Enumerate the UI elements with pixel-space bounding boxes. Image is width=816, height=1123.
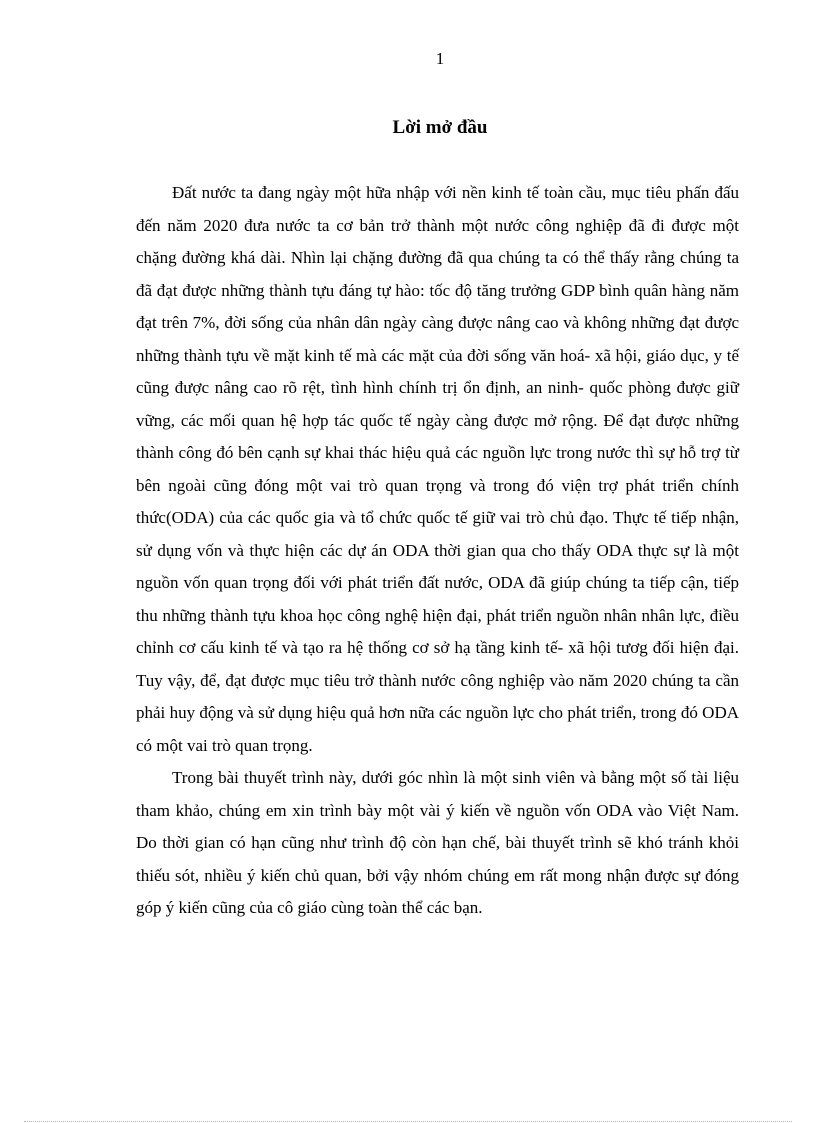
paragraph-introduction: Đất nước ta đang ngày một hữa nhập với nền kinh tế toàn cầu, mục tiêu phấn đấu đến năm 2020 đưa nước ta cơ bản trở thành một nước công nghiệp đã đi được một chặng đường khá dài. Nhìn lại chặng đường đã qua chúng ta có thể thấy rằng chúng ta đã đạt được những thành tựu đáng tự hào: tốc độ tăng trưởng GDP bình quân hàng năm đạt trên 7%, đời sống của nhân dân ngày càng được nâng cao và không những đạt được những thành tựu về mặt kinh tế mà các mặt của đời sống văn hoá- xã hội, giáo dục, y tế cũng được nâng cao rõ rệt, tình hình chính trị ổn định, an ninh- quốc phòng được giữ vững, các mối quan hệ hợp tác quốc tế ngày càng được mở rộng. Để đạt được những thành công đó bên cạnh sự khai thác hiệu quả các nguồn lực trong nước thì sự hỗ trợ từ bên ngoài cũng đóng một vai trò quan trọng và trong đó viện trợ phát triển chính thức(ODA) của các quốc gia và tổ chức quốc tế giữ vai trò chủ đạo. Thực tế tiếp nhận, sử dụng vốn và thực hiện các dự án ODA thời gian qua cho thấy ODA thực sự là một nguồn vốn quan trọng đối với phát triển đất nước, ODA đã giúp chúng ta tiếp cận, tiếp thu những thành tựu khoa học công nghệ hiện đại, phát triển nguồn nhân nhân lực, điều chỉnh cơ cấu kinh tế và tạo ra hệ thống cơ sở hạ tầng kinh tế- xã hội tươg đối hiện đại. Tuy vậy, để, đạt được mục tiêu trở thành nước công nghiệp vào năm 2020 chúng ta cần phải huy động và sử dụng hiệu quả hơn nữa các nguồn lực cho phát triển, trong đó ODA có một vai trò quan trọng. — [136, 183, 739, 755]
page-title: Lời mở đầu — [392, 117, 488, 138]
body-text — [136, 177, 739, 925]
paragraph-presentation-scope: Trong bài thuyết trình này, dưới góc nhìn là một sinh viên và bằng một số tài liệu tham khảo, chúng em xin trình bày một vài ý kiến về nguồn vốn ODA vào Việt Nam. Do thời gian có hạn cũng như trình độ còn hạn chế, bài thuyết trình sẽ khó tránh khỏi thiếu sót, nhiều ý kiến chủ quan, bởi vậy nhóm chúng em rất mong nhận được sự đóng góp ý kiến cũng của cô giáo cùng toàn thể các bạn. — [136, 768, 739, 917]
page-bottom-divider — [24, 1121, 792, 1122]
page-number: 1 — [435, 49, 445, 68]
